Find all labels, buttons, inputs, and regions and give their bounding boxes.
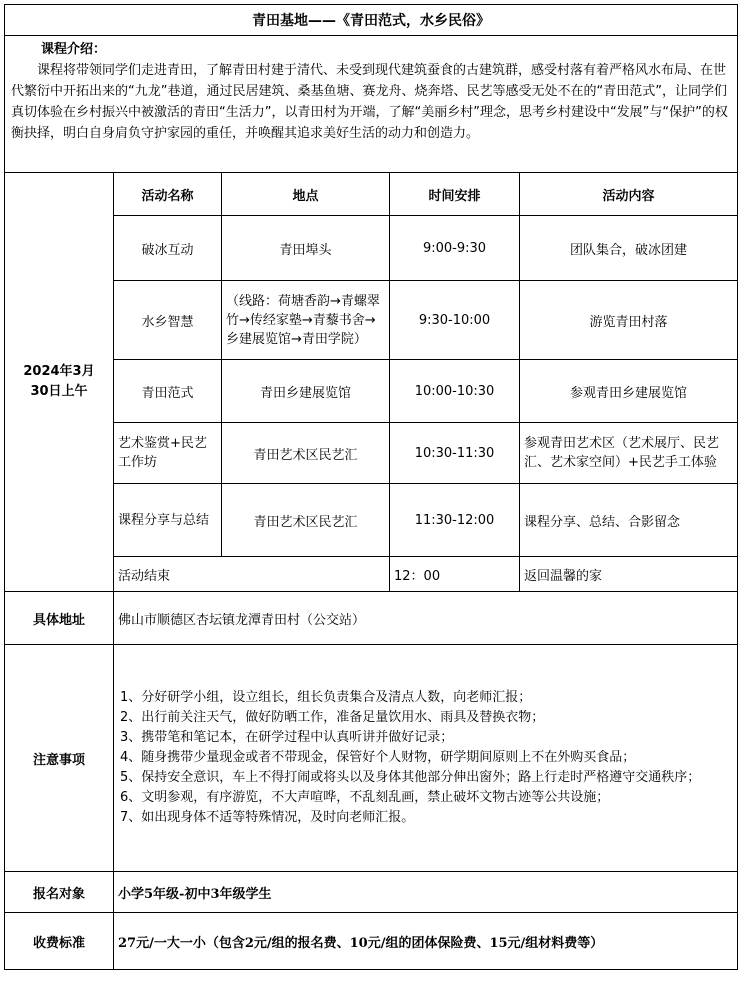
schedule-row [5,216,738,281]
activity-content: 游览青田村落 [520,281,738,360]
notes-row [5,645,738,872]
document-title: 青田基地——《青田范式，水乡民俗》 [5,5,738,36]
activity-name: 青田范式 [114,360,222,423]
notes-list [114,645,738,872]
activity-place: 青田艺术区民艺汇 [222,423,390,484]
activity-name: 课程分享与总结 [114,484,222,557]
notes-item: 2、出行前关注天气，做好防晒工作，准备足量饮用水、雨具及替换衣物； [120,710,545,725]
activity-content: 团队集合，破冰团建 [520,216,738,281]
activity-place: 青田乡建展览馆 [222,360,390,423]
schedule-end-row [5,557,738,592]
activity-time: 9:00-9:30 [390,216,520,281]
target-value: 小学5年级-初中3年级学生 [114,872,738,913]
activity-name: 水乡智慧 [114,281,222,360]
fee-label: 收费标准 [5,913,114,970]
end-content: 返回温馨的家 [520,557,738,592]
date-line-1: 2024年3月 [23,364,95,379]
course-table [4,4,738,970]
notes-item: 3、携带笔和笔记本，在研学过程中认真听讲并做好记录； [120,730,454,745]
target-row [5,872,738,913]
end-name: 活动结束 [114,557,390,592]
activity-place: 青田埠头 [222,216,390,281]
schedule-row [5,281,738,360]
activity-time: 11:30-12:00 [390,484,520,557]
date-line-2: 30日上午 [30,384,88,399]
activity-name: 艺术鉴赏+民艺工作坊 [114,423,222,484]
notes-item: 4、随身携带少量现金或者不带现金，保管好个人财物，研学期间原则上不在外购买食品； [120,750,636,765]
activity-time: 9:30-10:00 [390,281,520,360]
schedule-row [5,423,738,484]
header-content: 活动内容 [520,173,738,216]
header-location: 地点 [222,173,390,216]
notes-item: 7、如出现身体不适等特殊情况，及时向老师汇报。 [120,810,415,825]
header-activity-name: 活动名称 [114,173,222,216]
course-document [4,4,737,982]
activity-content: 参观青田艺术区（艺术展厅、民艺汇、艺术家空间）+民艺手工体验 [520,423,738,484]
activity-time: 10:00-10:30 [390,360,520,423]
activity-content: 参观青田乡建展览馆 [520,360,738,423]
header-time: 时间安排 [390,173,520,216]
fee-row [5,913,738,970]
activity-place: （线路：荷塘香韵→青螺翠竹→传经家塾→青藜书舍→乡建展览馆→青田学院） [222,281,390,360]
activity-time: 10:30-11:30 [390,423,520,484]
notes-item: 6、文明参观，有序游览，不大声喧哗，不乱刻乱画，禁止破坏文物古迹等公共设施； [120,790,610,805]
course-intro [5,36,738,173]
schedule-row [5,360,738,423]
activity-content: 课程分享、总结、合影留念 [520,484,738,557]
notes-label: 注意事项 [5,645,114,872]
schedule-date [5,173,114,592]
activity-name: 破冰互动 [114,216,222,281]
address-row [5,592,738,645]
target-label: 报名对象 [5,872,114,913]
fee-value: 27元/一大一小（包含2元/组的报名费、10元/组的团体保险费、15元/组材料费等） [114,913,738,970]
intro-heading: 课程介绍： [41,42,107,57]
intro-body: 课程将带领同学们走进青田，了解青田村建于清代、未受到现代建筑蚕食的古建筑群，感受村落有着严格风水布局、在世代繁衍中开拓出来的“九龙”巷道，通过民居建筑、桑基鱼塘、赛龙舟、烧奔塔、民艺等感受无处不在的“青田范式”，让同学们真切体验在乡村振兴中被激活的青田“生活力”，以青田村为开端，了解“美丽乡村”理念，思考乡村建设中“发展”与“保护”的权衡抉择，明白自身肩负守护家园的重任，并唤醒其追求美好生活的动力和创造力。 [11,63,728,141]
address-label: 具体地址 [5,592,114,645]
address-value: 佛山市顺德区杏坛镇龙潭青田村（公交站） [114,592,738,645]
schedule-row [5,484,738,557]
activity-place: 青田艺术区民艺汇 [222,484,390,557]
end-time: 12：00 [390,557,520,592]
notes-item: 5、保持安全意识，车上不得打闹或将头以及身体其他部分伸出窗外；路上行走时严格遵守交通秩序； [120,770,701,785]
notes-item: 1、分好研学小组，设立组长，组长负责集合及清点人数，向老师汇报； [120,690,532,705]
